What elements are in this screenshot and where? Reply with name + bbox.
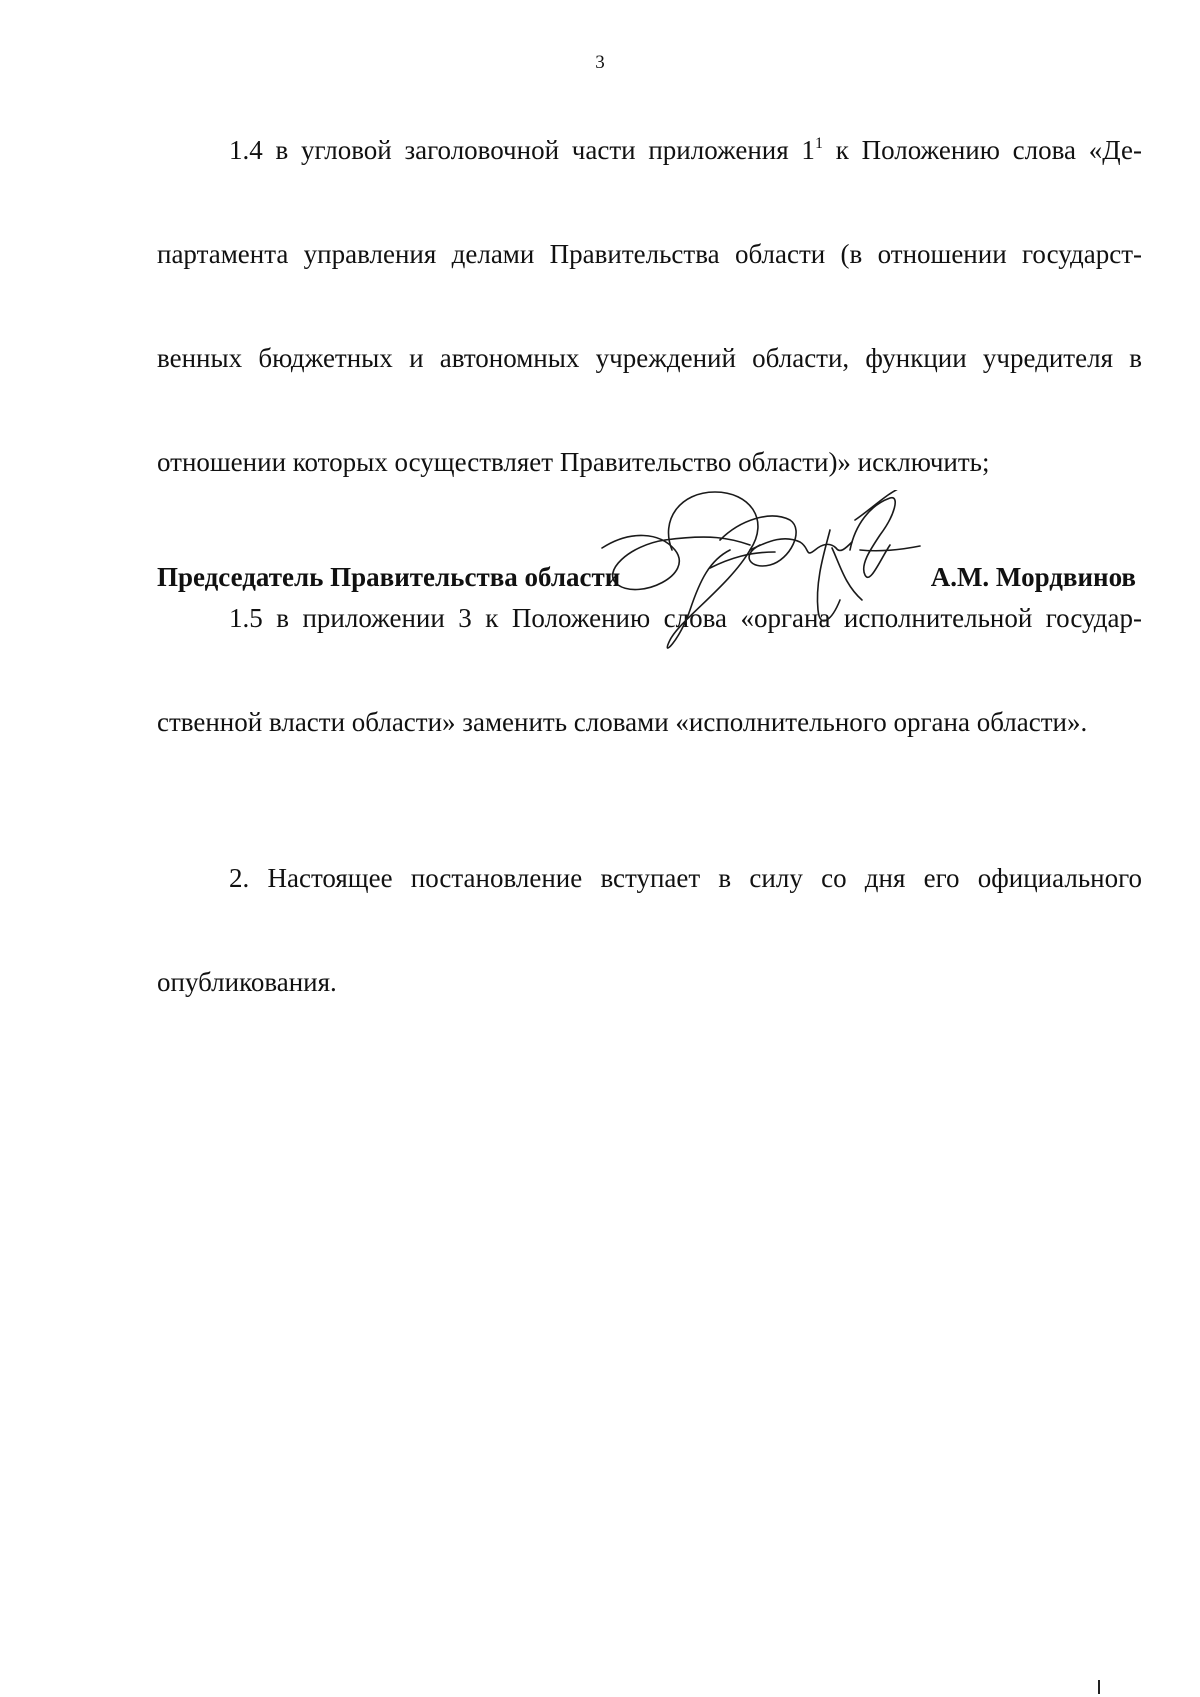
signatory-title: Председатель Правительства области [157, 562, 621, 592]
scan-edge-mark [1098, 1680, 1100, 1694]
handwritten-signature [600, 490, 960, 690]
paragraph-line: 1.5 в приложении 3 к Положению слова «органа исполнительной государ- [229, 603, 1142, 633]
signatory-name: А.М. Мордвинов [930, 562, 1136, 592]
paragraph-line: 2. Настоящее постановление вступает в силу со дня его официального [229, 863, 1142, 893]
text-fragment: к Положению слова «Де- [822, 135, 1142, 165]
paragraph-line: партамента управления делами Правительства области (в отношении государст- [157, 239, 1142, 269]
paragraph-line: ственной власти области» заменить словами «исполнительного органа области». [157, 707, 1088, 737]
paragraph-2 [157, 800, 1142, 1060]
page-number: 3 [595, 52, 605, 73]
text-fragment: 1.4 в угловой заголовочной части приложения 1 [229, 135, 815, 165]
paragraph-1-4 [157, 72, 1142, 540]
paragraph-line: опубликования. [157, 967, 337, 997]
paragraph-line: венных бюджетных и автономных учреждений области, функции учредителя в [157, 343, 1142, 373]
paragraph-line: отношении которых осуществляет Правительство области)» исключить; [157, 447, 990, 477]
superscript: 1 [814, 135, 823, 152]
paragraph-line [157, 124, 1142, 176]
